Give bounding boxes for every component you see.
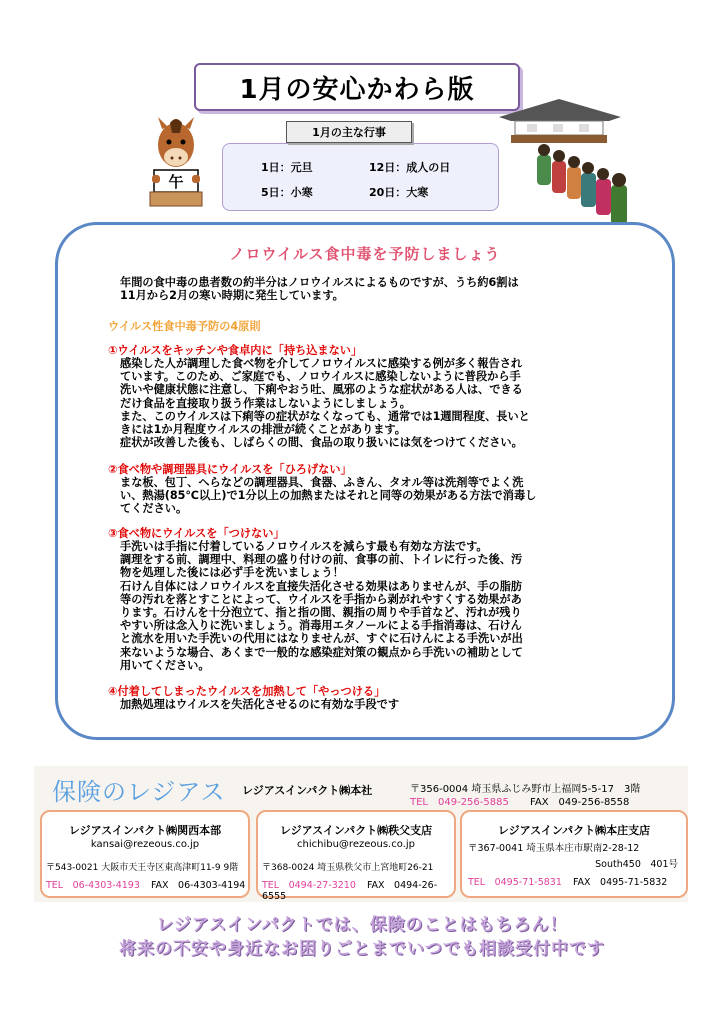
section-heading: ③食べ物にウイルスを「つけない」 [108,527,285,540]
hq-tel[interactable]: TEL 049-256-5885 [410,797,509,808]
hq-contact [410,793,629,808]
event-item: 5日：小寒 [261,186,313,199]
branch-address: 〒367-0041 埼玉県本庄市駅南2-28-12 [468,843,640,854]
event-item: 20日：大寒 [369,186,429,199]
branch-contact [46,877,245,891]
branch-address: 〒543-0021 大阪市天王寺区東高津町11-9 9階 [46,863,239,873]
section-heading: ①ウイルスをキッチンや食卓内に「持ち込まない」 [108,344,363,357]
branch-card-honjo [460,810,688,898]
section-body: まな板、包丁、へらなどの調理器具、食器、ふきん、タオル等は洗剤等でよく洗 い、熱湯(85℃以上)で1分以上の加熱またはそれと同等の効果がある方法で消毒し てください。 [120,476,537,516]
slogan-line-1: レジアスインパクトでは、保険のことはもちろん！ [156,915,568,935]
article-box [55,222,675,740]
slogan-line-2: 将来の不安や身近なお困りごとまでいつでも相談受付中です [119,939,605,959]
article-title: ノロウイルス食中毒を予防しましょう [229,245,501,263]
horse-icon [140,115,212,210]
branch-address: 〒368-0024 埼玉県秩父市上宮地町26-21 [262,863,434,873]
events-box [222,143,499,211]
page-title-box [194,63,520,111]
branch-email[interactable]: kansai@rezeous.co.jp [90,839,200,850]
branch-contact [262,877,454,902]
branch-tel[interactable]: TEL 0494-27-3210 [262,880,356,891]
page-title: 1月の安心かわら版 [239,74,475,105]
hq-name: レジアスインパクト㈱本社 [242,784,373,797]
article-intro: 年間の食中毒の患者数の約半分はノロウイルスによるものですが、うち約6割は 11月から2月の寒い時期に発生しています。 [120,276,519,303]
branch-address-2: South450 401号 [595,859,678,870]
branch-card-kansai [40,810,250,898]
section-body: 手洗いは手指に付着しているノロウイルスを減らす最も有効な方法です。 調理をする前、調理中、料理の盛り付けの前、食事の前、トイレに行った後、汚 物を処理した後には必ず手を洗いましょう！ 石けん自体にはノロウイルスを直接失活化させる効果はありませんが、手の脂肪 等の汚れを落とすことによって、ウイルスを手指から剥がれやすくする効果があ ります。石けんを十分泡立て、指と指の間、親指の周りや手首など、汚れが残り やすい所は念入りに洗いましょう。消毒用エタノールによる手指消毒は、石けん と流水を用いた手洗いの代用にはなりませんが、すぐに石けんによる手洗いが出 来ないような場合、あくまで一般的な感染症対策の観点から手洗いの補助として 用いてください。 [120,540,523,672]
branch-fax: FAX 0495-71-5832 [572,877,668,888]
section-heading: ②食べ物や調理器具にウイルスを「ひろげない」 [108,463,352,476]
events-header: 1月の主な行事 [286,121,412,143]
brand-logo: 保険のレジアス [52,778,226,806]
section-body: 加熱処理はウイルスを失活化させるのに有効な手段です [120,698,400,711]
branch-email[interactable]: chichibu@rezeous.co.jp [297,839,415,850]
branch-tel[interactable]: TEL 0495-71-5831 [468,877,562,888]
branch-fax: FAX 0494-26-6555 [262,880,438,902]
horse-sign-text: 午 [168,173,184,191]
branch-name: レジアスインパクト㈱秩父支店 [279,824,433,837]
temple-crowd-icon [497,95,637,235]
section-body: 感染した人が調理した食べ物を介してノロウイルスに感染する例が多く報告され ています。このため、ご家庭でも、ノロウイルスに感染しないように普段から手 洗いや健康状態に注意し、下痢やおう吐、風邪のような症状がある人は、できる だけ食品を直接取り扱う作業はしないようにしましょう。 また、このウイルスは下痢等の症状がなくなっても、通常では1週間程度、長いと きには1か月程度ウイルスの排泄が続くことがあります。 症状が改善した後も、しばらくの間、食品の取り扱いには気をつけてください。 [120,357,530,450]
principles-title: ウイルス性食中毒予防の4原則 [108,320,261,333]
branch-contact [468,874,667,888]
branch-card-chichibu [256,810,456,902]
branch-name: レジアスインパクト㈱関西本部 [68,824,222,837]
event-item: 12日：成人の日 [369,161,451,174]
hq-fax: FAX 049-256-8558 [530,797,630,808]
footer [34,766,688,902]
event-item: 1日：元旦 [261,161,313,174]
branch-tel[interactable]: TEL 06-4303-4193 [46,880,140,891]
branch-fax: FAX 06-4303-4194 [150,880,246,891]
section-heading: ④付着してしまったウイルスを加熱して「やっつける」 [108,685,386,698]
branch-name: レジアスインパクト㈱本庄支店 [497,824,651,837]
hq-address: 〒356-0004 埼玉県ふじみ野市上福岡5-5-17 3階 [410,784,641,795]
